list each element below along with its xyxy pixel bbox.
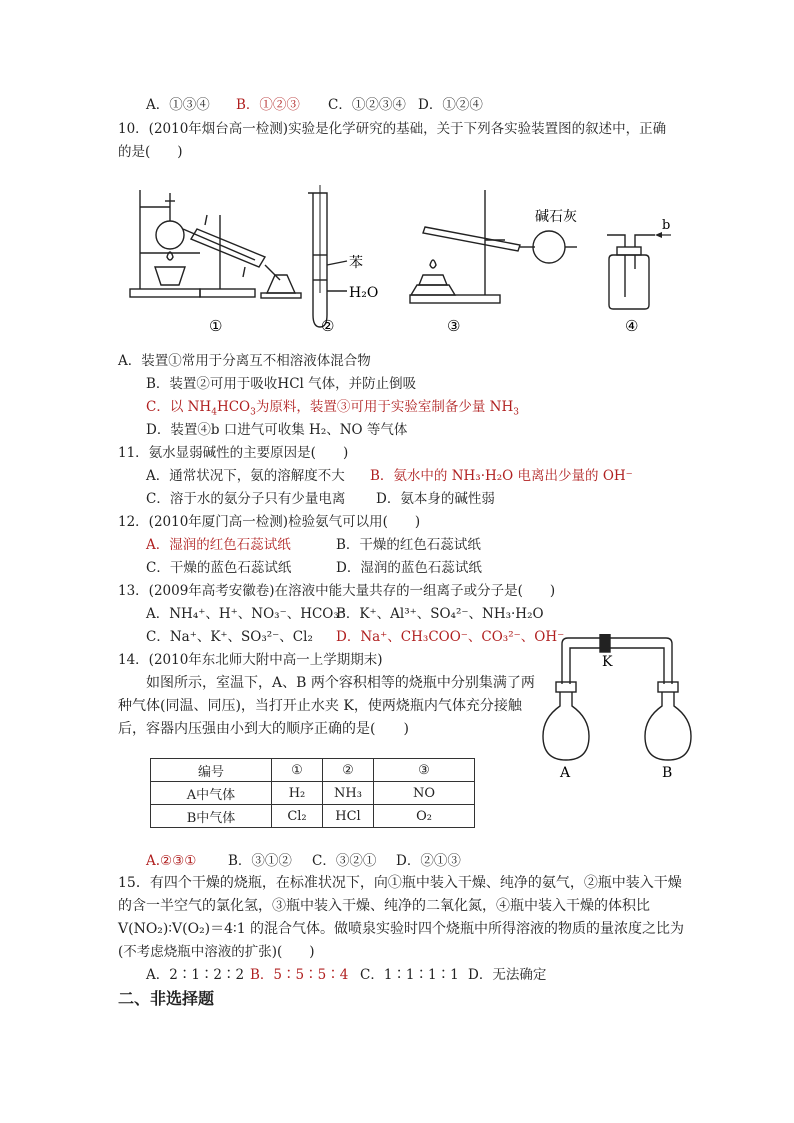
q15-text-line3: V(NO₂)∶V(O₂)＝4∶1 的混合气体。做喷泉实验时四个烧瓶中所得溶液的物质的量浓度之比为 bbox=[118, 921, 685, 937]
q15-text-line4: (不考虑烧瓶中溶液的扩张)( ) bbox=[118, 944, 315, 960]
q15-option-c: C．1∶1∶1∶1 bbox=[360, 967, 459, 983]
table-cell: Cl₂ bbox=[272, 805, 323, 828]
q10-stem-line2: 的是( ) bbox=[118, 144, 183, 160]
q10-option-b: B．装置②可用于吸收HCl 气体，并防止倒吸 bbox=[146, 376, 417, 392]
q15-text-line1: 15．有四个干燥的烧瓶，在标准状况下，向①瓶中装入干燥、纯净的氨气，②瓶中装入干燥 bbox=[118, 875, 682, 891]
benzene-label: 苯 bbox=[349, 255, 363, 271]
section-heading: 二、非选择题 bbox=[118, 989, 215, 1008]
q15-option-b: B．5∶5∶5∶4 bbox=[250, 967, 349, 983]
q12-stem: 12．(2010年厦门高一检测)检验氨气可以用( ) bbox=[118, 514, 421, 530]
q12-option-c: C．干燥的蓝色石蕊试纸 bbox=[146, 560, 292, 576]
apparatus-label-1: ① bbox=[209, 317, 223, 335]
inlet-b-label: b bbox=[662, 218, 671, 233]
q10-apparatus-figure bbox=[125, 185, 685, 345]
alcohol-lamp bbox=[155, 267, 185, 285]
table-cell: B中气体 bbox=[151, 805, 272, 828]
clamp-label-k: K bbox=[602, 654, 613, 670]
q15-option-d: D．无法确定 bbox=[468, 967, 547, 983]
table-row bbox=[151, 782, 475, 805]
table-cell: O₂ bbox=[374, 805, 475, 828]
q9-option-a: A．①③④ bbox=[146, 97, 210, 113]
q11-option-c: C．溶于水的氨分子只有少量电离 bbox=[146, 491, 346, 507]
q10-stem-line1: 10．(2010年烟台高一检测)实验是化学研究的基础，关于下列各实验装置图的叙述中，正确 bbox=[118, 121, 667, 137]
q9-option-d: D．①②④ bbox=[418, 97, 483, 113]
q10-option-c: C．以 $NH_4HCO_3$为原料，装置③可用于实验室制备少量 $NH_3$ bbox=[146, 399, 519, 418]
q14-option-c: C．③②① bbox=[312, 853, 377, 869]
q10-option-d: D．装置④b 口进气可收集 H₂、NO 等气体 bbox=[146, 422, 408, 438]
heated-tube bbox=[423, 227, 520, 251]
apparatus-label-2: ② bbox=[321, 317, 335, 335]
q11-option-d: D．氨本身的碱性弱 bbox=[376, 491, 495, 507]
table-cell: A中气体 bbox=[151, 782, 272, 805]
q15-option-a: A．2∶1∶2∶2 bbox=[146, 967, 245, 983]
water-label: H₂O bbox=[349, 285, 379, 301]
q14-gas-table bbox=[150, 758, 475, 828]
table-cell: HCl bbox=[323, 805, 374, 828]
q13-option-d: D．Na⁺、CH₃COO⁻、CO₃²⁻、OH⁻ bbox=[336, 629, 565, 645]
q12-option-d: D．湿润的蓝色石蕊试纸 bbox=[336, 560, 482, 576]
q10-option-a: A．装置①常用于分离互不相溶液体混合物 bbox=[118, 353, 371, 369]
stand-base-3 bbox=[410, 295, 500, 303]
flask-label-b: B bbox=[662, 765, 673, 779]
table-header-row bbox=[151, 759, 475, 782]
test-tube bbox=[308, 193, 327, 327]
q14-option-d: D．②①③ bbox=[396, 853, 461, 869]
q15-text-line2: 的含一半空气的氯化氢，③瓶中装入干燥、纯净的二氧化氮，④瓶中装入干燥的体积比 bbox=[118, 898, 650, 914]
flask-a bbox=[543, 692, 589, 760]
flask-label-a: A bbox=[560, 765, 571, 779]
table-header-cell: ① bbox=[272, 759, 323, 782]
table-cell: H₂ bbox=[272, 782, 323, 805]
q14-stem: 14．(2010年东北师大附中高一上学期期末) bbox=[118, 652, 383, 668]
stand-base-1 bbox=[130, 289, 200, 297]
table-header-cell: ③ bbox=[374, 759, 475, 782]
q13-stem: 13．(2009年高考安徽卷)在溶液中能大量共存的一组离子或分子是( ) bbox=[118, 583, 556, 599]
apparatus-label-4: ④ bbox=[625, 317, 639, 335]
q11-option-a: A．通常状况下，氨的溶解度不大 bbox=[146, 468, 345, 484]
q14-text-line3: 后，容器内压强由小到大的顺序正确的是( ) bbox=[118, 721, 409, 737]
table-cell: NH₃ bbox=[323, 782, 374, 805]
drying-tube-bulb bbox=[533, 231, 565, 263]
table-header-cell: ② bbox=[323, 759, 374, 782]
soda-lime-label: 碱石灰 bbox=[535, 209, 577, 225]
gas-bottle bbox=[609, 255, 649, 309]
q13-option-b: B．K⁺、Al³⁺、SO₄²⁻、NH₃·H₂O bbox=[336, 606, 544, 622]
table-header-cell: 编号 bbox=[151, 759, 272, 782]
q12-option-a: A．湿润的红色石蕊试纸 bbox=[146, 537, 291, 553]
q14-flask-diagram bbox=[538, 634, 698, 779]
flask-b bbox=[645, 692, 691, 760]
distillation-flask bbox=[156, 221, 184, 249]
table-cell: NO bbox=[374, 782, 475, 805]
q12-option-b: B．干燥的红色石蕊试纸 bbox=[336, 537, 481, 553]
apparatus-label-3: ③ bbox=[447, 317, 461, 335]
alcohol-lamp-3 bbox=[419, 275, 447, 285]
q13-option-c: C．Na⁺、K⁺、SO₃²⁻、Cl₂ bbox=[146, 629, 313, 645]
table-row bbox=[151, 805, 475, 828]
q14-text-line2: 种气体(同温、同压)，当打开止水夹 K，使两烧瓶内气体充分接触 bbox=[118, 698, 522, 714]
q11-stem: 11．氨水显弱碱性的主要原因是( ) bbox=[118, 445, 349, 461]
q14-text-line1: 如图所示，室温下，A、B 两个容积相等的烧瓶中分别集满了两 bbox=[146, 675, 535, 691]
q14-option-a: A.②③① bbox=[146, 853, 197, 869]
q11-option-b: B．氨水中的 NH₃·H₂O 电离出少量的 OH⁻ bbox=[370, 468, 633, 484]
clamp-k bbox=[600, 634, 610, 652]
receiving-flask bbox=[267, 275, 295, 293]
q9-option-b: B．①②③ bbox=[236, 97, 300, 113]
q13-option-a: A．NH₄⁺、H⁺、NO₃⁻、HCO₃⁻ bbox=[146, 606, 346, 622]
q9-option-c: C．①②③④ bbox=[328, 97, 406, 113]
q14-option-b: B．③①② bbox=[228, 853, 292, 869]
